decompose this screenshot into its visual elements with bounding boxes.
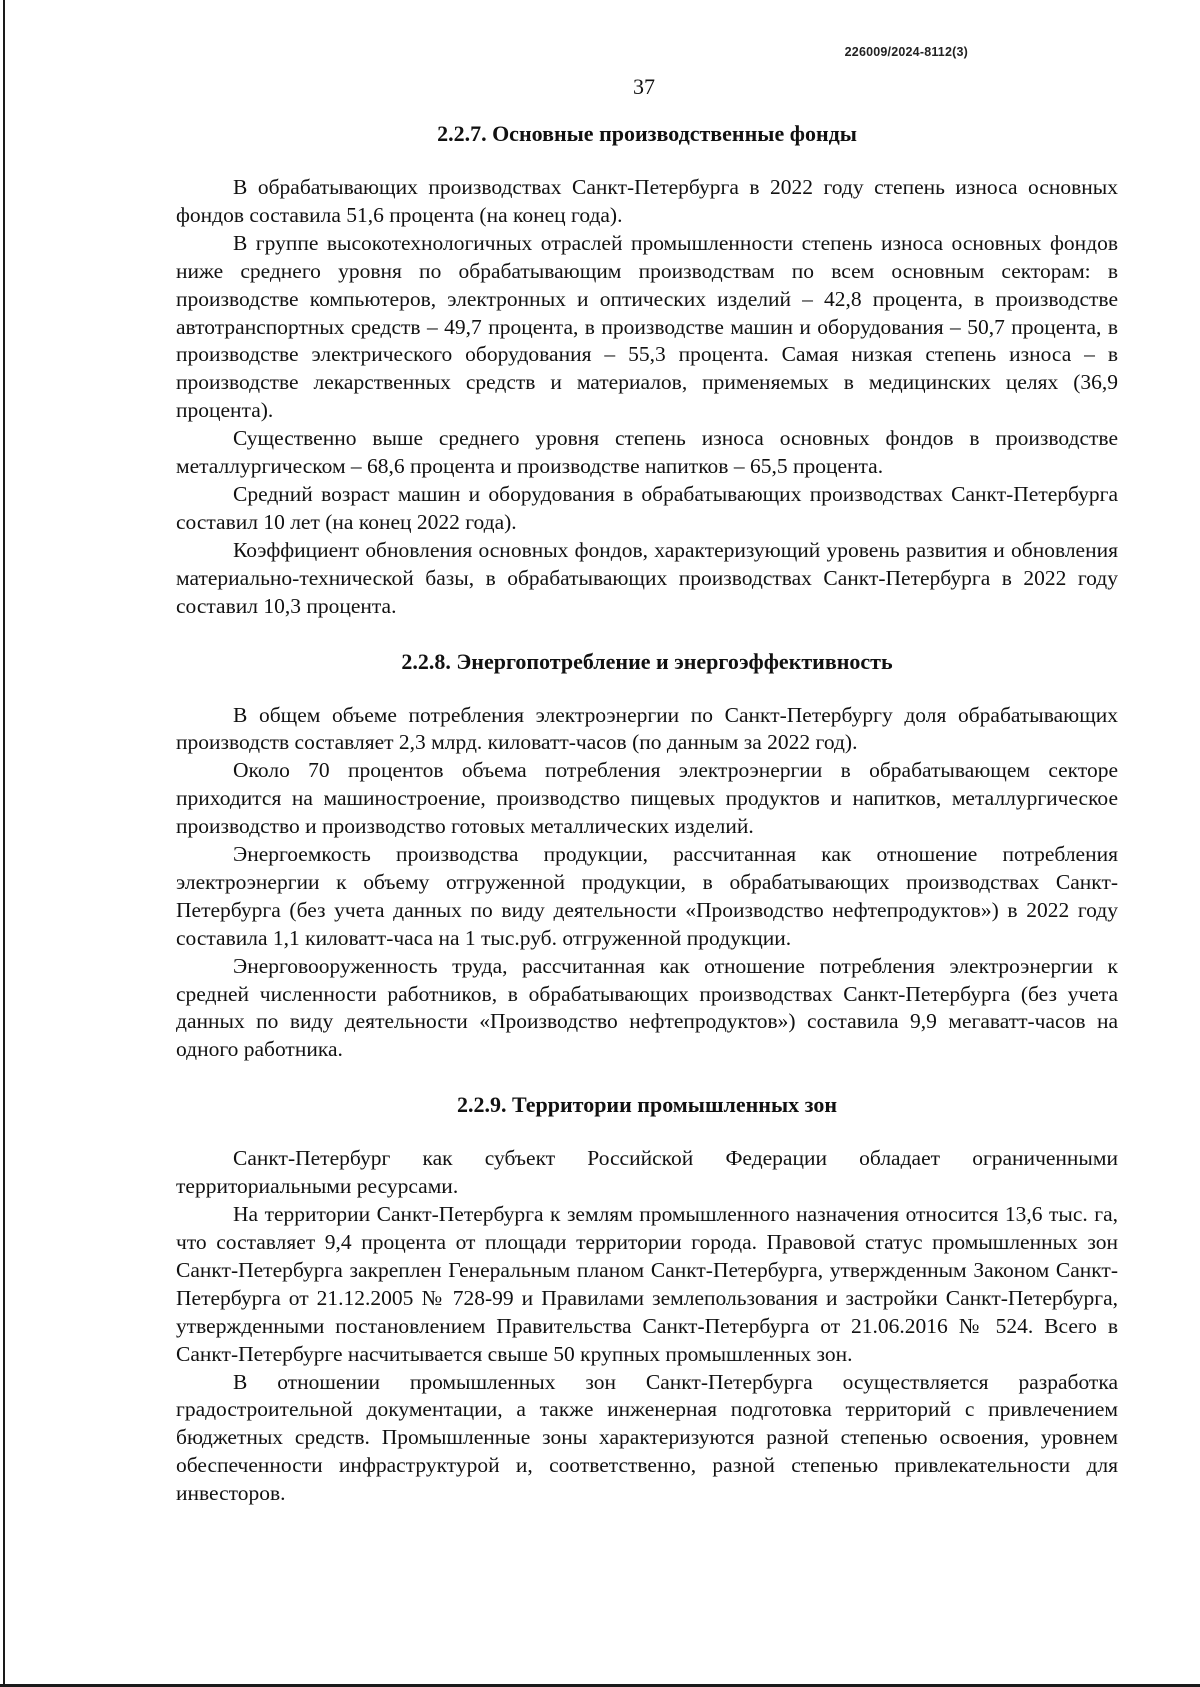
paragraph: Средний возраст машин и оборудования в обрабатывающих производствах Санкт-Петербурга составил 10 лет (на конец 2022 года). bbox=[176, 481, 1118, 534]
paragraph: В отношении промышленных зон Санкт-Петербурга осуществляется разработка градостроительной документации, а также инженерная подготовка территорий с привлечением бюджетных средств. Промышленные зоны характеризуются разной степенью освоения, уровнем обеспеченности инфраструктурой и, соответственно, разной степенью привлекательности для инвесторов. bbox=[176, 1369, 1118, 1506]
paragraph: В обрабатывающих производствах Санкт-Петербурга в 2022 году степень износа основных фондов составила 51,6 процента (на конец года). bbox=[176, 175, 1118, 227]
page-number: 37 bbox=[633, 74, 655, 99]
document-number: 226009/2024-8112(3) bbox=[844, 45, 968, 59]
paragraph: На территории Санкт-Петербурга к землям промышленного назначения относится 13,6 тыс. га, что составляет 9,4 процента от площади территории города. Правовой статус промышленных зон Санкт-Петербурга закреплен Генеральным планом Санкт-Петербурга, утвержденным Законом Санкт-Петербурга от 21.12.2005 № 728-99 и Правилами землепользования и застройки Санкт-Петербурга, утвержденными постановлением Правительства Санкт-Петербурга от 21.06.2016 № 524. Всего в Санкт-Петербурге насчитывается свыше 50 крупных промышленных зон. bbox=[176, 1202, 1118, 1366]
section-title-fixed-assets: 2.2.7. Основные производственные фонды bbox=[437, 121, 857, 146]
paragraph: Около 70 процентов объема потребления электроэнергии в обрабатывающем секторе приходится на машиностроение, производство пищевых продуктов и напитков, металлургическое производство и производство готовых металлических изделий. bbox=[176, 758, 1118, 839]
document-body bbox=[176, 120, 1118, 1508]
paragraph: Энерговооруженность труда, рассчитанная как отношение потребления электроэнергии к средней численности работников, в обрабатывающих производствах Санкт-Петербурга (без учета данных по виду деятельности «Производство нефтепродуктов») составила 9,9 мегаватт-часов на одного работника. bbox=[176, 953, 1118, 1062]
section-title-energy: 2.2.8. Энергопотребление и энергоэффективность bbox=[401, 648, 893, 674]
paragraph: Существенно выше среднего уровня степень износа основных фондов в производстве металлургическом – 68,6 процента и производстве напитков – 65,5 процента. bbox=[176, 426, 1118, 479]
paragraph: Санкт-Петербург как субъект Российской Федерации обладает ограниченными территориальными ресурсами. bbox=[176, 1146, 1118, 1199]
paragraph: В общем объеме потребления электроэнергии по Санкт-Петербургу доля обрабатывающих производств составляет 2,3 млрд. киловатт-часов (по данным за 2022 год). bbox=[176, 702, 1118, 755]
paragraph: В группе высокотехнологичных отраслей промышленности степень износа основных фондов ниже среднего уровня по обрабатывающим производствам по всем основным секторам: в производстве компьютеров, электронных и оптических изделий – 42,8 процента, в производстве автотранспортных средств – 49,7 процента, в производстве машин и оборудования – 50,7 процента, в производстве электрического оборудования – 55,3 процента. Самая низкая степень износа – в производстве лекарственных средств и материалов, применяемых в медицинских целях (36,9 процента). bbox=[176, 230, 1118, 423]
paragraph: Энергоемкость производства продукции, рассчитанная как отношение потребления электроэнергии к объему отгруженной продукции, в обрабатывающих производствах Санкт-Петербурга (без учета данных по виду деятельности «Производство нефтепродуктов») в 2022 году составила 1,1 киловатт-часа на 1 тыс.руб. отгруженной продукции. bbox=[176, 842, 1118, 950]
section-title-industrial-zones: 2.2.9. Территории промышленных зон bbox=[456, 1092, 838, 1118]
scan-edge-left bbox=[3, 0, 5, 1687]
paragraph: Коэффициент обновления основных фондов, характеризующий уровень развития и обновления материально-технической базы, в обрабатывающих производствах Санкт-Петербурга в 2022 году составил 10,3 процента. bbox=[176, 537, 1118, 618]
